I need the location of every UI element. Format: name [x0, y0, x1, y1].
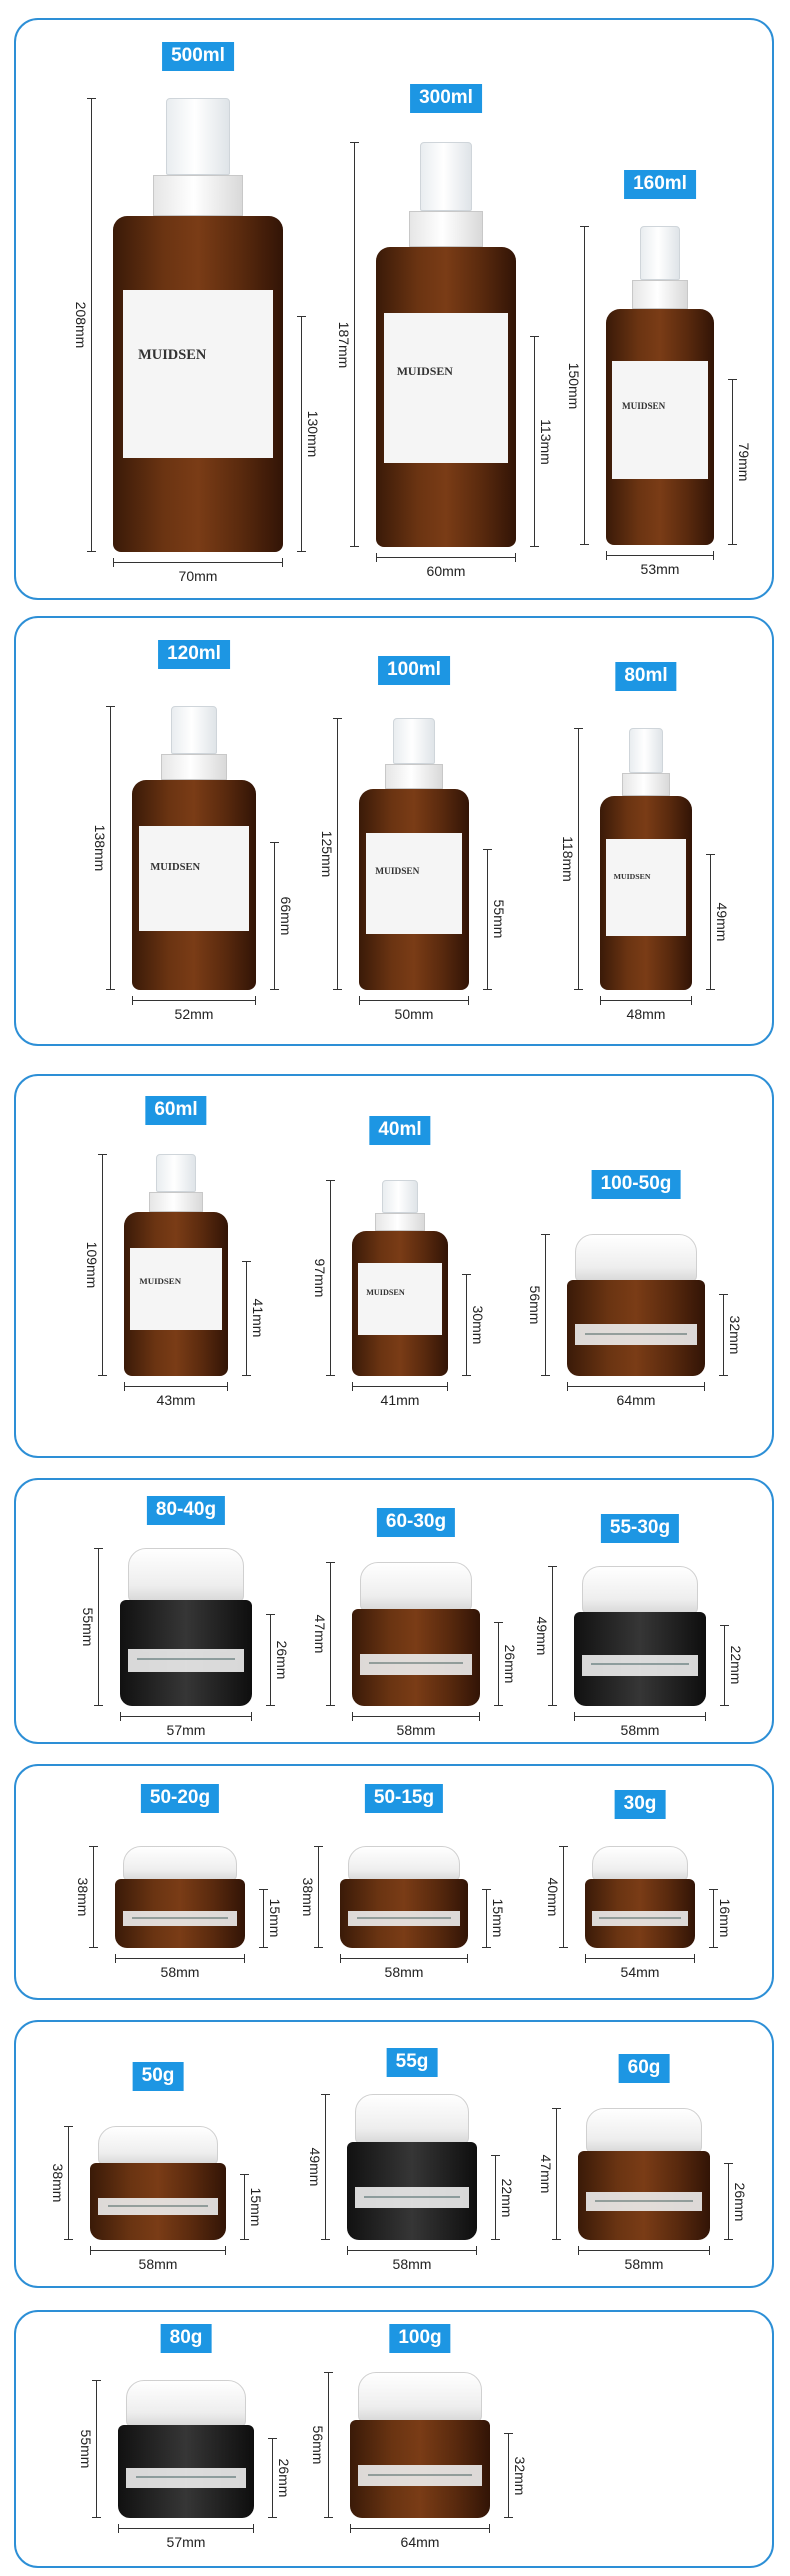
jar-illustration: [350, 2372, 490, 2518]
total-height-label: 38mm: [75, 1877, 91, 1917]
body-height-label: 79mm: [736, 442, 752, 482]
pump-cap: [629, 728, 664, 773]
jar-label-band: [586, 2192, 702, 2212]
body-height-label: 30mm: [470, 1305, 486, 1345]
jar-body: [350, 2420, 490, 2518]
body-height-label: 26mm: [276, 2458, 292, 2498]
pump-collar: [375, 1213, 425, 1231]
total-height-line: [110, 706, 111, 990]
jar-lid: [360, 1562, 473, 1611]
pump-collar: [149, 1192, 204, 1212]
total-height-line: [93, 1846, 94, 1948]
jar-label-band: [348, 1911, 461, 1926]
total-height-line: [354, 142, 355, 547]
total-height-label: 47mm: [538, 2154, 554, 2194]
jar-lid: [128, 1548, 244, 1602]
total-height-line: [102, 1154, 103, 1376]
body-height-line: [728, 2163, 729, 2240]
jar-lid: [586, 2108, 702, 2153]
body-height-line: [263, 1889, 264, 1948]
pump-collar: [632, 280, 689, 309]
total-height-label: 38mm: [50, 2163, 66, 2203]
jar-illustration: [567, 1234, 705, 1376]
jar-body: [90, 2163, 226, 2240]
jar-body: [120, 1600, 252, 1706]
width-line: [567, 1386, 705, 1387]
total-height-line: [328, 2372, 329, 2518]
width-line: [376, 557, 516, 558]
body-height-label: 130mm: [305, 410, 321, 458]
width-label: 57mm: [166, 2534, 206, 2550]
width-label: 58mm: [160, 1964, 200, 1980]
width-label: 60mm: [426, 563, 466, 579]
jar-label-band: [592, 1911, 689, 1926]
capacity-badge: 80ml: [615, 662, 676, 691]
capacity-badge: 40ml: [369, 1116, 430, 1145]
total-height-line: [68, 2126, 69, 2240]
body-height-line: [486, 1889, 487, 1948]
jar-lid: [582, 1566, 698, 1614]
jar-body: [574, 1612, 706, 1706]
capacity-badge: 300ml: [410, 84, 482, 113]
total-height-line: [563, 1846, 564, 1948]
body-height-line: [723, 1294, 724, 1376]
capacity-badge: 80g: [161, 2324, 212, 2353]
bottle-label: [130, 1248, 222, 1330]
bottle-illustration: [113, 98, 283, 552]
body-height-line: [498, 1622, 499, 1706]
pump-cap: [166, 98, 230, 175]
jar-lid: [126, 2380, 246, 2427]
width-line: [113, 562, 283, 563]
width-line: [340, 1958, 468, 1959]
jar-illustration: [120, 1548, 252, 1706]
jar-label-band: [126, 2468, 246, 2488]
capacity-badge: 80-40g: [147, 1496, 225, 1525]
width-label: 57mm: [166, 1722, 206, 1738]
capacity-badge: 50-15g: [365, 1784, 443, 1813]
width-label: 58mm: [396, 1722, 436, 1738]
total-height-label: 118mm: [560, 836, 576, 882]
total-height-label: 55mm: [80, 1607, 96, 1647]
capacity-badge: 60ml: [145, 1096, 206, 1125]
width-label: 43mm: [156, 1392, 196, 1408]
product-panel: [14, 2020, 774, 2288]
width-line: [352, 1716, 480, 1717]
jar-label-band: [358, 2465, 481, 2487]
jar-body: [118, 2425, 254, 2518]
bottle-illustration: [376, 142, 516, 547]
product-panel: [14, 1764, 774, 2000]
capacity-badge: 100g: [389, 2324, 450, 2353]
total-height-label: 56mm: [310, 2425, 326, 2465]
body-height-label: 26mm: [732, 2182, 748, 2222]
total-height-label: 40mm: [545, 1877, 561, 1917]
jar-lid: [358, 2372, 481, 2422]
capacity-badge: 60g: [619, 2054, 670, 2083]
bottle-label: [606, 839, 687, 936]
body-height-label: 66mm: [278, 896, 294, 936]
total-height-line: [584, 226, 585, 545]
pump-cap: [382, 1180, 418, 1213]
width-label: 64mm: [616, 1392, 656, 1408]
total-height-label: 97mm: [312, 1258, 328, 1298]
total-height-label: 38mm: [300, 1877, 316, 1917]
jar-illustration: [585, 1846, 695, 1948]
bottle-illustration: [359, 718, 469, 990]
jar-illustration: [352, 1562, 480, 1706]
total-height-line: [98, 1548, 99, 1706]
brand-name: MUIDSEN: [621, 400, 666, 411]
jar-body: [567, 1280, 705, 1376]
body-height-line: [301, 316, 302, 552]
width-label: 41mm: [380, 1392, 420, 1408]
bottle-label: [139, 826, 248, 931]
jar-illustration: [574, 1566, 706, 1706]
total-height-label: 56mm: [527, 1285, 543, 1325]
total-height-line: [91, 98, 92, 552]
bottle-label: [612, 361, 707, 479]
jar-body: [340, 1879, 468, 1948]
jar-lid: [123, 1846, 237, 1881]
product-panel: [14, 2310, 774, 2568]
bottle-body: [359, 789, 469, 990]
body-height-line: [272, 2438, 273, 2518]
width-line: [115, 1958, 245, 1959]
brand-name: MUIDSEN: [366, 1287, 405, 1297]
width-label: 58mm: [620, 1722, 660, 1738]
pump-collar: [385, 764, 443, 788]
jar-body: [347, 2142, 477, 2240]
total-height-line: [318, 1846, 319, 1948]
jar-lid: [575, 1234, 696, 1282]
total-height-line: [337, 718, 338, 990]
brand-name: MUIDSEN: [613, 871, 651, 881]
body-height-line: [732, 379, 733, 545]
total-height-line: [96, 2380, 97, 2518]
total-height-line: [330, 1562, 331, 1706]
width-line: [347, 2250, 477, 2251]
body-height-label: 41mm: [250, 1298, 266, 1338]
capacity-badge: 55g: [387, 2048, 438, 2077]
body-height-line: [710, 854, 711, 990]
jar-lid: [98, 2126, 218, 2165]
width-line: [600, 1000, 692, 1001]
body-height-label: 16mm: [717, 1898, 733, 1938]
bottle-body: [600, 796, 692, 990]
total-height-label: 109mm: [84, 1241, 100, 1289]
body-height-line: [274, 842, 275, 990]
capacity-badge: 100-50g: [592, 1170, 681, 1199]
body-height-label: 113mm: [538, 418, 554, 465]
capacity-badge: 30g: [615, 1790, 666, 1819]
pump-collar: [409, 211, 483, 247]
product-panel: [14, 18, 774, 600]
width-label: 58mm: [392, 2256, 432, 2272]
width-line: [350, 2528, 490, 2529]
bottle-body: [132, 780, 256, 990]
width-line: [124, 1386, 228, 1387]
body-height-label: 26mm: [502, 1644, 518, 1684]
width-line: [578, 2250, 710, 2251]
total-height-line: [556, 2108, 557, 2240]
jar-illustration: [340, 1846, 468, 1948]
width-line: [606, 555, 714, 556]
bottle-label: [358, 1263, 443, 1336]
bottle-body: [352, 1231, 448, 1376]
brand-name: MUIDSEN: [396, 364, 453, 379]
width-label: 50mm: [394, 1006, 434, 1022]
width-line: [120, 1716, 252, 1717]
bottle-label: [123, 290, 273, 458]
body-height-label: 26mm: [274, 1640, 290, 1680]
body-height-line: [713, 1889, 714, 1948]
bottle-body: [606, 309, 714, 545]
total-height-line: [578, 728, 579, 990]
capacity-badge: 100ml: [378, 656, 450, 685]
body-height-line: [487, 849, 488, 990]
width-line: [574, 1716, 706, 1717]
pump-cap: [171, 706, 218, 754]
jar-label-band: [128, 1649, 244, 1672]
jar-label-band: [355, 2187, 469, 2209]
body-height-line: [724, 1625, 725, 1706]
bottle-body: [113, 216, 283, 552]
width-line: [118, 2528, 254, 2529]
jar-lid: [592, 1846, 689, 1881]
body-height-line: [246, 1261, 247, 1376]
width-line: [132, 1000, 256, 1001]
body-height-line: [534, 336, 535, 547]
body-height-label: 49mm: [714, 902, 730, 942]
pump-collar: [161, 754, 226, 780]
width-label: 48mm: [626, 1006, 666, 1022]
body-height-label: 32mm: [727, 1315, 743, 1355]
pump-collar: [153, 175, 242, 216]
product-panel: [14, 1074, 774, 1458]
body-height-label: 15mm: [490, 1898, 506, 1938]
body-height-label: 32mm: [512, 2456, 528, 2496]
total-height-label: 55mm: [78, 2429, 94, 2469]
bottle-illustration: [600, 728, 692, 990]
width-label: 70mm: [178, 568, 218, 584]
capacity-badge: 55-30g: [601, 1514, 679, 1543]
jar-illustration: [347, 2094, 477, 2240]
jar-body: [585, 1879, 695, 1948]
body-height-line: [270, 1614, 271, 1706]
width-label: 53mm: [640, 561, 680, 577]
brand-name: MUIDSEN: [138, 347, 207, 364]
capacity-badge: 60-30g: [377, 1508, 455, 1537]
width-line: [585, 1958, 695, 1959]
bottle-body: [124, 1212, 228, 1376]
jar-illustration: [115, 1846, 245, 1948]
brand-name: MUIDSEN: [150, 861, 201, 873]
body-height-label: 15mm: [267, 1898, 283, 1938]
bottle-label: [366, 833, 463, 934]
total-height-label: 49mm: [534, 1616, 550, 1656]
capacity-badge: 50g: [133, 2062, 184, 2091]
width-label: 54mm: [620, 1964, 660, 1980]
product-panel: [14, 616, 774, 1046]
pump-cap: [640, 226, 681, 280]
bottle-illustration: [352, 1180, 448, 1376]
pump-cap: [420, 142, 473, 211]
body-height-label: 15mm: [248, 2187, 264, 2227]
jar-label-band: [98, 2198, 218, 2215]
body-height-line: [244, 2174, 245, 2240]
total-height-line: [325, 2094, 326, 2240]
jar-body: [115, 1879, 245, 1948]
jar-label-band: [575, 1324, 696, 1345]
body-height-line: [466, 1274, 467, 1376]
body-height-label: 22mm: [499, 2178, 515, 2218]
width-label: 58mm: [138, 2256, 178, 2272]
pump-collar: [622, 773, 670, 797]
jar-label-band: [123, 1911, 237, 1926]
total-height-label: 187mm: [336, 321, 352, 368]
body-height-label: 55mm: [491, 899, 507, 939]
width-label: 52mm: [174, 1006, 214, 1022]
bottle-illustration: [124, 1154, 228, 1376]
jar-body: [578, 2151, 710, 2240]
jar-label-band: [360, 1654, 473, 1675]
jar-illustration: [118, 2380, 254, 2518]
brand-name: MUIDSEN: [139, 1275, 182, 1286]
jar-body: [352, 1609, 480, 1706]
capacity-badge: 50-20g: [141, 1784, 219, 1813]
width-line: [90, 2250, 226, 2251]
pump-cap: [156, 1154, 195, 1192]
bottle-body: [376, 247, 516, 547]
jar-lid: [348, 1846, 461, 1881]
total-height-line: [330, 1180, 331, 1376]
capacity-badge: 160ml: [624, 170, 696, 199]
total-height-label: 150mm: [566, 362, 582, 409]
bottle-illustration: [606, 226, 714, 545]
jar-illustration: [90, 2126, 226, 2240]
brand-name: MUIDSEN: [375, 867, 420, 878]
total-height-label: 125mm: [319, 830, 335, 878]
capacity-badge: 120ml: [158, 640, 230, 669]
product-panel: [14, 1478, 774, 1744]
pump-cap: [393, 718, 435, 764]
jar-lid: [355, 2094, 469, 2144]
total-height-label: 47mm: [312, 1614, 328, 1654]
bottle-illustration: [132, 706, 256, 990]
width-label: 58mm: [384, 1964, 424, 1980]
body-height-label: 22mm: [728, 1645, 744, 1685]
width-label: 58mm: [624, 2256, 664, 2272]
total-height-line: [545, 1234, 546, 1376]
total-height-label: 49mm: [307, 2147, 323, 2187]
total-height-line: [552, 1566, 553, 1706]
total-height-label: 138mm: [92, 824, 108, 872]
capacity-badge: 500ml: [162, 42, 234, 71]
width-label: 64mm: [400, 2534, 440, 2550]
width-line: [352, 1386, 448, 1387]
body-height-line: [508, 2433, 509, 2518]
width-line: [359, 1000, 469, 1001]
total-height-label: 208mm: [73, 301, 89, 349]
bottle-label: [384, 313, 507, 463]
jar-illustration: [578, 2108, 710, 2240]
body-height-line: [495, 2155, 496, 2240]
jar-label-band: [582, 1655, 698, 1676]
